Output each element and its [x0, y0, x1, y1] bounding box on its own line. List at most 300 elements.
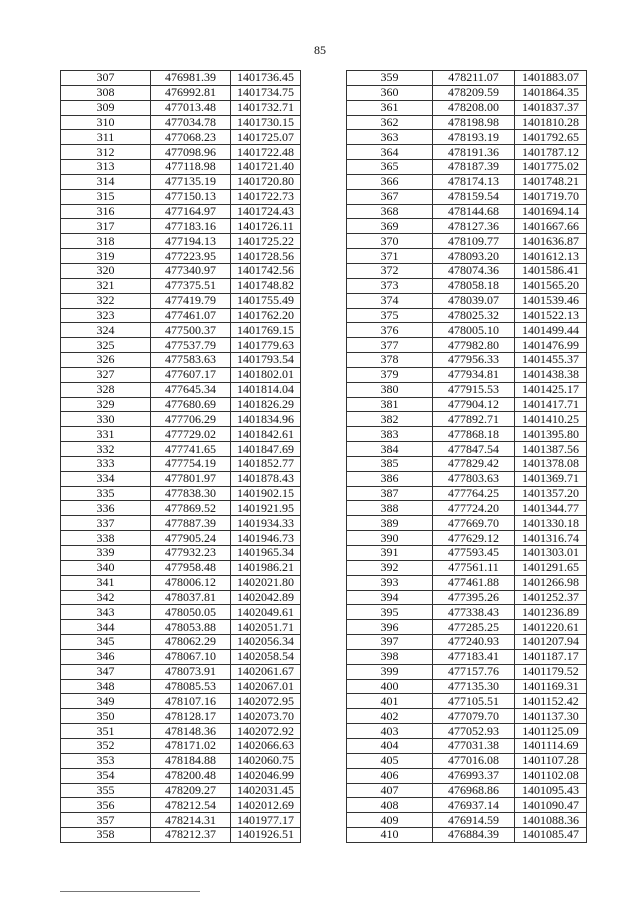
- table-row: [61, 635, 301, 650]
- y-coordinate-cell: 1401330.18: [515, 516, 587, 531]
- x-coordinate-cell: 476993.37: [433, 768, 515, 783]
- table-row: [61, 397, 301, 412]
- x-coordinate-cell: 477956.33: [433, 353, 515, 368]
- y-coordinate-cell: 1401847.69: [231, 442, 301, 457]
- table-row: [61, 738, 301, 753]
- y-coordinate-cell: 1401977.17: [231, 813, 301, 828]
- x-coordinate-cell: 477838.30: [151, 486, 231, 501]
- y-coordinate-cell: 1402061.67: [231, 664, 301, 679]
- y-coordinate-cell: 1402031.45: [231, 783, 301, 798]
- point-number-cell: 335: [61, 486, 151, 501]
- x-coordinate-cell: 478214.31: [151, 813, 231, 828]
- y-coordinate-cell: 1401762.20: [231, 308, 301, 323]
- y-coordinate-cell: 1401787.12: [515, 145, 587, 160]
- x-coordinate-cell: 478212.37: [151, 828, 231, 843]
- table-row: [347, 635, 587, 650]
- table-row: [347, 783, 587, 798]
- table-row: [61, 649, 301, 664]
- point-number-cell: 368: [347, 204, 433, 219]
- point-number-cell: 353: [61, 753, 151, 768]
- x-coordinate-cell: 476992.81: [151, 85, 231, 100]
- y-coordinate-cell: 1401946.73: [231, 531, 301, 546]
- y-coordinate-cell: 1401748.82: [231, 278, 301, 293]
- footer-rule: [60, 891, 200, 892]
- x-coordinate-cell: 478062.29: [151, 635, 231, 650]
- table-row: [61, 308, 301, 323]
- point-number-cell: 307: [61, 71, 151, 86]
- point-number-cell: 342: [61, 590, 151, 605]
- y-coordinate-cell: 1401720.80: [231, 174, 301, 189]
- point-number-cell: 369: [347, 219, 433, 234]
- point-number-cell: 396: [347, 620, 433, 635]
- point-number-cell: 320: [61, 263, 151, 278]
- y-coordinate-cell: 1401207.94: [515, 635, 587, 650]
- point-number-cell: 325: [61, 338, 151, 353]
- table-row: [347, 442, 587, 457]
- y-coordinate-cell: 1401842.61: [231, 427, 301, 442]
- y-coordinate-cell: 1401107.28: [515, 753, 587, 768]
- x-coordinate-cell: 477194.13: [151, 234, 231, 249]
- y-coordinate-cell: 1401826.29: [231, 397, 301, 412]
- point-number-cell: 345: [61, 635, 151, 650]
- point-number-cell: 367: [347, 189, 433, 204]
- y-coordinate-cell: 1402021.80: [231, 575, 301, 590]
- y-coordinate-cell: 1402056.34: [231, 635, 301, 650]
- x-coordinate-cell: 477157.76: [433, 664, 515, 679]
- table-row: [61, 664, 301, 679]
- x-coordinate-cell: 477183.41: [433, 649, 515, 664]
- table-row: [61, 219, 301, 234]
- table-body: [61, 71, 301, 843]
- point-number-cell: 378: [347, 353, 433, 368]
- y-coordinate-cell: 1401387.56: [515, 442, 587, 457]
- point-number-cell: 323: [61, 308, 151, 323]
- x-coordinate-cell: 477932.23: [151, 546, 231, 561]
- point-number-cell: 338: [61, 531, 151, 546]
- point-number-cell: 316: [61, 204, 151, 219]
- table-row: [61, 263, 301, 278]
- y-coordinate-cell: 1401220.61: [515, 620, 587, 635]
- table-row: [61, 783, 301, 798]
- table-row: [61, 278, 301, 293]
- y-coordinate-cell: 1401417.71: [515, 397, 587, 412]
- point-number-cell: 404: [347, 738, 433, 753]
- table-row: [61, 709, 301, 724]
- point-number-cell: 309: [61, 100, 151, 115]
- y-coordinate-cell: 1401810.28: [515, 115, 587, 130]
- y-coordinate-cell: 1401612.13: [515, 249, 587, 264]
- x-coordinate-cell: 478209.27: [151, 783, 231, 798]
- x-coordinate-cell: 477105.51: [433, 694, 515, 709]
- point-number-cell: 343: [61, 605, 151, 620]
- table-row: [347, 709, 587, 724]
- table-row: [347, 679, 587, 694]
- point-number-cell: 308: [61, 85, 151, 100]
- x-coordinate-cell: 477729.02: [151, 427, 231, 442]
- table-row: [61, 560, 301, 575]
- x-coordinate-cell: 477118.98: [151, 160, 231, 175]
- x-coordinate-cell: 477958.48: [151, 560, 231, 575]
- x-coordinate-cell: 477868.18: [433, 427, 515, 442]
- x-coordinate-cell: 476981.39: [151, 71, 231, 86]
- point-number-cell: 349: [61, 694, 151, 709]
- x-coordinate-cell: 478006.12: [151, 575, 231, 590]
- y-coordinate-cell: 1401793.54: [231, 353, 301, 368]
- x-coordinate-cell: 478171.02: [151, 738, 231, 753]
- x-coordinate-cell: 478159.54: [433, 189, 515, 204]
- point-number-cell: 371: [347, 249, 433, 264]
- x-coordinate-cell: 477607.17: [151, 367, 231, 382]
- table-row: [347, 427, 587, 442]
- table-row: [347, 204, 587, 219]
- x-coordinate-cell: 477561.11: [433, 560, 515, 575]
- table-row: [61, 367, 301, 382]
- y-coordinate-cell: 1402066.63: [231, 738, 301, 753]
- point-number-cell: 397: [347, 635, 433, 650]
- table-row: [347, 234, 587, 249]
- y-coordinate-cell: 1401499.44: [515, 323, 587, 338]
- y-coordinate-cell: 1401088.36: [515, 813, 587, 828]
- table-row: [347, 560, 587, 575]
- table-row: [347, 605, 587, 620]
- table-row: [61, 516, 301, 531]
- point-number-cell: 362: [347, 115, 433, 130]
- table-row: [347, 71, 587, 86]
- table-row: [61, 130, 301, 145]
- table-row: [61, 471, 301, 486]
- y-coordinate-cell: 1401728.56: [231, 249, 301, 264]
- x-coordinate-cell: 477724.20: [433, 501, 515, 516]
- table-row: [347, 160, 587, 175]
- y-coordinate-cell: 1401586.41: [515, 263, 587, 278]
- x-coordinate-cell: 477915.53: [433, 382, 515, 397]
- y-coordinate-cell: 1401934.33: [231, 516, 301, 531]
- table-row: [347, 367, 587, 382]
- y-coordinate-cell: 1401726.11: [231, 219, 301, 234]
- point-number-cell: 351: [61, 724, 151, 739]
- x-coordinate-cell: 477645.34: [151, 382, 231, 397]
- point-number-cell: 358: [61, 828, 151, 843]
- table-row: [347, 219, 587, 234]
- y-coordinate-cell: 1401095.43: [515, 783, 587, 798]
- table-row: [347, 620, 587, 635]
- table-row: [61, 204, 301, 219]
- table-row: [61, 501, 301, 516]
- x-coordinate-cell: 478187.39: [433, 160, 515, 175]
- point-number-cell: 363: [347, 130, 433, 145]
- x-coordinate-cell: 478039.07: [433, 293, 515, 308]
- y-coordinate-cell: 1401636.87: [515, 234, 587, 249]
- y-coordinate-cell: 1401926.51: [231, 828, 301, 843]
- table-row: [347, 397, 587, 412]
- table-row: [347, 590, 587, 605]
- coordinates-table-left: [60, 70, 301, 843]
- x-coordinate-cell: 478067.10: [151, 649, 231, 664]
- point-number-cell: 379: [347, 367, 433, 382]
- point-number-cell: 344: [61, 620, 151, 635]
- point-number-cell: 392: [347, 560, 433, 575]
- table-row: [61, 813, 301, 828]
- y-coordinate-cell: 1401736.45: [231, 71, 301, 86]
- y-coordinate-cell: 1401252.37: [515, 590, 587, 605]
- table-row: [347, 308, 587, 323]
- y-coordinate-cell: 1401834.96: [231, 412, 301, 427]
- x-coordinate-cell: 477500.37: [151, 323, 231, 338]
- y-coordinate-cell: 1401291.65: [515, 560, 587, 575]
- table-row: [347, 130, 587, 145]
- x-coordinate-cell: 477135.30: [433, 679, 515, 694]
- y-coordinate-cell: 1401792.65: [515, 130, 587, 145]
- table-row: [347, 115, 587, 130]
- point-number-cell: 388: [347, 501, 433, 516]
- point-number-cell: 340: [61, 560, 151, 575]
- table-row: [61, 71, 301, 86]
- x-coordinate-cell: 477869.52: [151, 501, 231, 516]
- point-number-cell: 405: [347, 753, 433, 768]
- table-row: [347, 174, 587, 189]
- table-row: [347, 353, 587, 368]
- table-row: [61, 486, 301, 501]
- point-number-cell: 339: [61, 546, 151, 561]
- table-row: [347, 293, 587, 308]
- x-coordinate-cell: 477904.12: [433, 397, 515, 412]
- point-number-cell: 389: [347, 516, 433, 531]
- point-number-cell: 348: [61, 679, 151, 694]
- point-number-cell: 314: [61, 174, 151, 189]
- x-coordinate-cell: 478074.36: [433, 263, 515, 278]
- point-number-cell: 341: [61, 575, 151, 590]
- table-body: [347, 71, 587, 843]
- table-row: [61, 189, 301, 204]
- y-coordinate-cell: 1401667.66: [515, 219, 587, 234]
- point-number-cell: 364: [347, 145, 433, 160]
- x-coordinate-cell: 478184.88: [151, 753, 231, 768]
- table-row: [61, 694, 301, 709]
- y-coordinate-cell: 1401425.17: [515, 382, 587, 397]
- table-row: [61, 590, 301, 605]
- y-coordinate-cell: 1401410.25: [515, 412, 587, 427]
- x-coordinate-cell: 477340.97: [151, 263, 231, 278]
- y-coordinate-cell: 1401748.21: [515, 174, 587, 189]
- point-number-cell: 359: [347, 71, 433, 86]
- point-number-cell: 401: [347, 694, 433, 709]
- point-number-cell: 383: [347, 427, 433, 442]
- point-number-cell: 370: [347, 234, 433, 249]
- x-coordinate-cell: 477150.13: [151, 189, 231, 204]
- y-coordinate-cell: 1401724.43: [231, 204, 301, 219]
- point-number-cell: 356: [61, 798, 151, 813]
- point-number-cell: 409: [347, 813, 433, 828]
- y-coordinate-cell: 1401522.13: [515, 308, 587, 323]
- x-coordinate-cell: 478025.32: [433, 308, 515, 323]
- table-row: [61, 724, 301, 739]
- y-coordinate-cell: 1402072.95: [231, 694, 301, 709]
- y-coordinate-cell: 1402067.01: [231, 679, 301, 694]
- y-coordinate-cell: 1401802.01: [231, 367, 301, 382]
- x-coordinate-cell: 477375.51: [151, 278, 231, 293]
- x-coordinate-cell: 478212.54: [151, 798, 231, 813]
- y-coordinate-cell: 1402051.71: [231, 620, 301, 635]
- x-coordinate-cell: 477801.97: [151, 471, 231, 486]
- y-coordinate-cell: 1401137.30: [515, 709, 587, 724]
- y-coordinate-cell: 1401721.40: [231, 160, 301, 175]
- table-row: [61, 620, 301, 635]
- y-coordinate-cell: 1401125.09: [515, 724, 587, 739]
- table-row: [347, 382, 587, 397]
- point-number-cell: 321: [61, 278, 151, 293]
- x-coordinate-cell: 477583.63: [151, 353, 231, 368]
- table-row: [61, 605, 301, 620]
- y-coordinate-cell: 1401837.37: [515, 100, 587, 115]
- y-coordinate-cell: 1401187.17: [515, 649, 587, 664]
- y-coordinate-cell: 1401883.07: [515, 71, 587, 86]
- point-number-cell: 399: [347, 664, 433, 679]
- x-coordinate-cell: 476914.59: [433, 813, 515, 828]
- table-row: [61, 353, 301, 368]
- point-number-cell: 352: [61, 738, 151, 753]
- point-number-cell: 386: [347, 471, 433, 486]
- point-number-cell: 387: [347, 486, 433, 501]
- y-coordinate-cell: 1401769.15: [231, 323, 301, 338]
- point-number-cell: 410: [347, 828, 433, 843]
- table-row: [347, 798, 587, 813]
- x-coordinate-cell: 477223.95: [151, 249, 231, 264]
- y-coordinate-cell: 1401722.73: [231, 189, 301, 204]
- point-number-cell: 347: [61, 664, 151, 679]
- y-coordinate-cell: 1401730.15: [231, 115, 301, 130]
- y-coordinate-cell: 1402042.89: [231, 590, 301, 605]
- table-row: [347, 531, 587, 546]
- x-coordinate-cell: 477240.93: [433, 635, 515, 650]
- point-number-cell: 374: [347, 293, 433, 308]
- point-number-cell: 336: [61, 501, 151, 516]
- table-row: [61, 85, 301, 100]
- point-number-cell: 366: [347, 174, 433, 189]
- x-coordinate-cell: 478144.68: [433, 204, 515, 219]
- y-coordinate-cell: 1402049.61: [231, 605, 301, 620]
- x-coordinate-cell: 477016.08: [433, 753, 515, 768]
- y-coordinate-cell: 1401344.77: [515, 501, 587, 516]
- y-coordinate-cell: 1401266.98: [515, 575, 587, 590]
- x-coordinate-cell: 476937.14: [433, 798, 515, 813]
- y-coordinate-cell: 1401455.37: [515, 353, 587, 368]
- point-number-cell: 327: [61, 367, 151, 382]
- table-row: [347, 249, 587, 264]
- table-row: [61, 427, 301, 442]
- page-number: 85: [314, 43, 326, 57]
- point-number-cell: 319: [61, 249, 151, 264]
- x-coordinate-cell: 477395.26: [433, 590, 515, 605]
- table-row: [347, 738, 587, 753]
- x-coordinate-cell: 477764.25: [433, 486, 515, 501]
- x-coordinate-cell: 477079.70: [433, 709, 515, 724]
- x-coordinate-cell: 478109.77: [433, 234, 515, 249]
- y-coordinate-cell: 1401179.52: [515, 664, 587, 679]
- x-coordinate-cell: 477537.79: [151, 338, 231, 353]
- table-row: [61, 531, 301, 546]
- y-coordinate-cell: 1401742.56: [231, 263, 301, 278]
- x-coordinate-cell: 477013.48: [151, 100, 231, 115]
- x-coordinate-cell: 477754.19: [151, 456, 231, 471]
- x-coordinate-cell: 477892.71: [433, 412, 515, 427]
- y-coordinate-cell: 1401085.47: [515, 828, 587, 843]
- x-coordinate-cell: 478193.19: [433, 130, 515, 145]
- table-row: [347, 694, 587, 709]
- point-number-cell: 400: [347, 679, 433, 694]
- y-coordinate-cell: 1401102.08: [515, 768, 587, 783]
- point-number-cell: 393: [347, 575, 433, 590]
- point-number-cell: 390: [347, 531, 433, 546]
- table-row: [347, 263, 587, 278]
- table-row: [61, 575, 301, 590]
- x-coordinate-cell: 478037.81: [151, 590, 231, 605]
- y-coordinate-cell: 1401090.47: [515, 798, 587, 813]
- point-number-cell: 322: [61, 293, 151, 308]
- x-coordinate-cell: 478174.13: [433, 174, 515, 189]
- point-number-cell: 324: [61, 323, 151, 338]
- y-coordinate-cell: 1401878.43: [231, 471, 301, 486]
- y-coordinate-cell: 1401719.70: [515, 189, 587, 204]
- table-row: [61, 293, 301, 308]
- x-coordinate-cell: 476884.39: [433, 828, 515, 843]
- y-coordinate-cell: 1401236.89: [515, 605, 587, 620]
- coordinates-table-right: [346, 70, 587, 843]
- x-coordinate-cell: 477164.97: [151, 204, 231, 219]
- point-number-cell: 373: [347, 278, 433, 293]
- y-coordinate-cell: 1401303.01: [515, 546, 587, 561]
- table-row: [61, 382, 301, 397]
- point-number-cell: 337: [61, 516, 151, 531]
- table-row: [347, 323, 587, 338]
- point-number-cell: 402: [347, 709, 433, 724]
- table-row: [347, 100, 587, 115]
- table-row: [347, 486, 587, 501]
- y-coordinate-cell: 1401152.42: [515, 694, 587, 709]
- y-coordinate-cell: 1402012.69: [231, 798, 301, 813]
- x-coordinate-cell: 477419.79: [151, 293, 231, 308]
- y-coordinate-cell: 1401755.49: [231, 293, 301, 308]
- point-number-cell: 381: [347, 397, 433, 412]
- table-row: [61, 828, 301, 843]
- y-coordinate-cell: 1401814.04: [231, 382, 301, 397]
- table-row: [61, 323, 301, 338]
- y-coordinate-cell: 1401378.08: [515, 456, 587, 471]
- x-coordinate-cell: 477183.16: [151, 219, 231, 234]
- x-coordinate-cell: 477593.45: [433, 546, 515, 561]
- point-number-cell: 361: [347, 100, 433, 115]
- point-number-cell: 315: [61, 189, 151, 204]
- x-coordinate-cell: 478127.36: [433, 219, 515, 234]
- table-row: [61, 145, 301, 160]
- point-number-cell: 377: [347, 338, 433, 353]
- x-coordinate-cell: 478191.36: [433, 145, 515, 160]
- table-row: [347, 664, 587, 679]
- x-coordinate-cell: 477034.78: [151, 115, 231, 130]
- y-coordinate-cell: 1401965.34: [231, 546, 301, 561]
- point-number-cell: 346: [61, 649, 151, 664]
- point-number-cell: 330: [61, 412, 151, 427]
- y-coordinate-cell: 1401316.74: [515, 531, 587, 546]
- x-coordinate-cell: 477629.12: [433, 531, 515, 546]
- y-coordinate-cell: 1401725.07: [231, 130, 301, 145]
- table-row: [347, 546, 587, 561]
- point-number-cell: 354: [61, 768, 151, 783]
- table-row: [347, 516, 587, 531]
- x-coordinate-cell: 477706.29: [151, 412, 231, 427]
- table-row: [61, 412, 301, 427]
- point-number-cell: 328: [61, 382, 151, 397]
- point-number-cell: 326: [61, 353, 151, 368]
